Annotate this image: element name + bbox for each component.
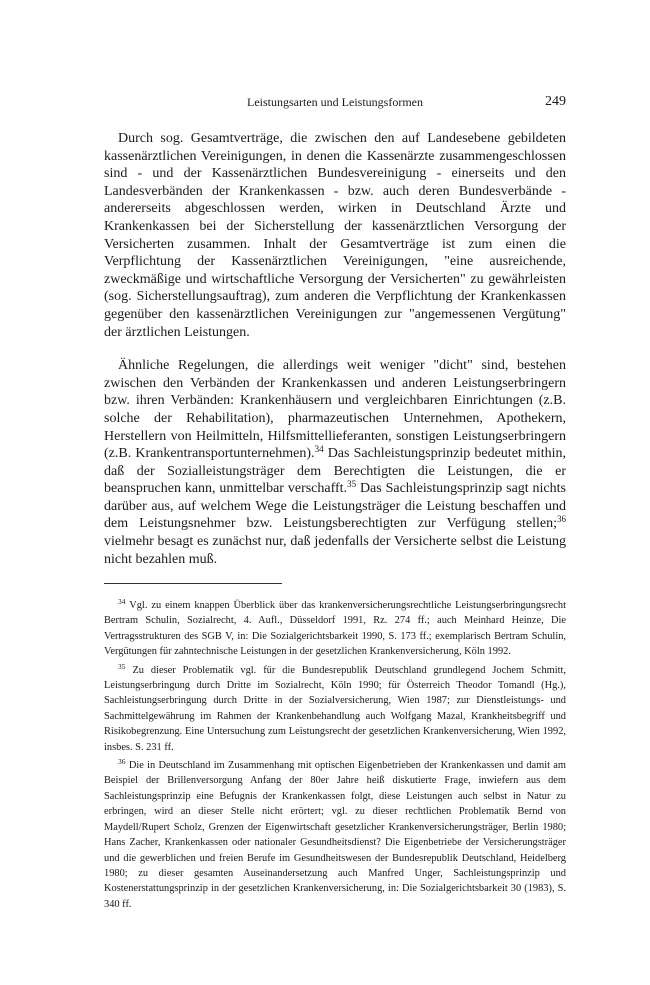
paragraph-text: Durch sog. Gesamtverträge, die zwischen den auf Landesebene gebildeten kassenärztlichen Vereinigungen, in denen die Kassenärzte zusammengeschlossen sind - und der Kassenärztlichen Bundesvereinigung - einerseits und den Landesverbänden der Krankenkassen - bzw. auch deren Bundesverbände - andererseits abgeschlossen werden, wirken in Deutschland Ärzte und Krankenkassen bei der Sicherstellung der kassenärztlichen Versorgung der Versicherten zusammen. Inhalt der Gesamtverträge ist zum einen die Verpflichtung der Kassenärztlichen Vereinigungen, "eine ausreichende, zweckmäßige und wirtschaftliche Versorgung der Versicherten" zu gewährleisten (sog. Sicherstellungsauftrag), zum anderen die Verpflichtung der Krankenkassen gegenüber den kassenärztlichen Vereinigungen zur "angemessenen Vergütung" der ärztlichen Leistungen. <box>104 131 566 340</box>
footnote <box>104 598 566 660</box>
paragraph <box>104 130 566 341</box>
page-number: 249 <box>545 94 566 109</box>
footnote-number: 35 <box>118 661 126 671</box>
footnote-ref[interactable]: 34 <box>314 444 324 455</box>
footnote-number: 34 <box>118 597 126 606</box>
footnote-ref[interactable]: 36 <box>557 514 566 525</box>
paragraph-text: Ähnliche Regelungen, die allerdings weit weniger "dicht" sind, bestehen zwischen den Verbänden der Krankenkassen und anderen Leistungserbringern bzw. ihren Verbänden: Krankenhäusern und vergleichbaren Einrichtungen (z.B. solche der Rehabilitation), pharmazeutischen Unternehmen, Apothekern, Herstellern von Heilmitteln, Hilfsmittellieferanten, sonstigen Leistungserbringern (z.B. Krankentransportunternehmen). <box>104 358 566 462</box>
body-text <box>104 130 566 584</box>
running-head-title: Leistungsarten und Leistungsformen <box>247 95 423 109</box>
footnote-divider <box>104 583 282 584</box>
footnote-text: Vgl. zu einem knappen Überblick über das krankenversicherungsrechtliche Leistungserbringungsrecht Bertram Schulin, Sozialrecht, 4. Aufl., Düsseldorf 1991, Rz. 274 ff.; auch Meinhard Heinze, Die Vertragsstrukturen des SGB V, in: Die Sozialgerichtsbarkeit 1990, S. 173 ff.; exemplarisch Bertram Schulin, Vergütungen für zahntechnische Leistungen in der gesetzlichen Krankenversicherung, Köln 1992. <box>104 600 566 658</box>
footnotes <box>104 598 566 915</box>
paragraph-text: Das Sachleistungsprinzip sagt nichts darüber aus, auf welchem Wege die Leistungsträger die Leistung beschaffen und dem Leistungsnehmer bzw. Leistungsberechtigten zur Verfügung stellen; <box>104 481 566 532</box>
footnote <box>104 758 566 912</box>
footnote-text: Zu dieser Problematik vgl. für die Bundesrepublik Deutschland grundlegend Jochem Schmitt, Leistungserbringung durch Dritte im Sozialrecht, Köln 1990; für Österreich Theodor Tomandl (Hg.), Sachleistungserbringung durch Dritte in der Sozialversicherung, Wien 1987; zur Dienstleistungs- und Sachmittelgewährung im Rahmen der Krankenbehandlung auch Wolfgang Mazal, Krankheitsbegriff und Risikobegrenzung. Eine Untersuchung zum Leistungsrecht der gesetzlichen Krankenversicherung, Wien 1992, insbes. S. 231 ff. <box>104 664 566 753</box>
paragraph <box>104 357 566 568</box>
paragraph-text: Das Sachleistungsprinzip bedeutet mithin, daß der Sozialleistungsträger dem Berechtigten die Leistungen, die er beanspruchen kann, unmittelbar verschafft. <box>104 446 566 497</box>
footnote <box>104 663 566 755</box>
paragraph-text: vielmehr besagt es zunächst nur, daß jedenfalls der Versicherte selbst die Leistung nicht bezahlen muß. <box>104 534 566 567</box>
footnote-number: 36 <box>118 757 126 767</box>
footnote-ref[interactable]: 35 <box>347 479 357 490</box>
footnote-text: Die in Deutschland im Zusammenhang mit optischen Eigenbetrieben der Krankenkassen und damit am Beispiel der Brillenversorgung Anfang der 80er Jahre heiß diskutierte Frage, inwiefern aus dem Sachleistungsprinzip eine Befugnis der Krankenkassen folgt, diese Leistungen auch selbst in Natur zu erbringen, wird an dieser Stelle nicht erörtert; vgl. zu dieser rechtlichen Problematik Bernd von Maydell/Rupert Scholz, Grenzen der Eigenwirtschaft gesetzlicher Krankenversicherungsträger, Berlin 1980; Hans Zacher, Krankenkassen oder nationaler Gesundheitsdienst? Die Eigenbetriebe der Versicherungsträger und die gewerblichen und freien Berufe im Gesundheitswesen der Bundesrepublik Deutschland, Heidelberg 1980; zu dieser gesamten Auseinandersetzung auch Manfred Unger, Sachleistungsprinzip und Kostenerstattungsprinzip in der gesetzlichen Krankenversicherung, in: Die Sozialgerichtsbarkeit 30 (1983), S. 340 ff. <box>104 760 566 910</box>
